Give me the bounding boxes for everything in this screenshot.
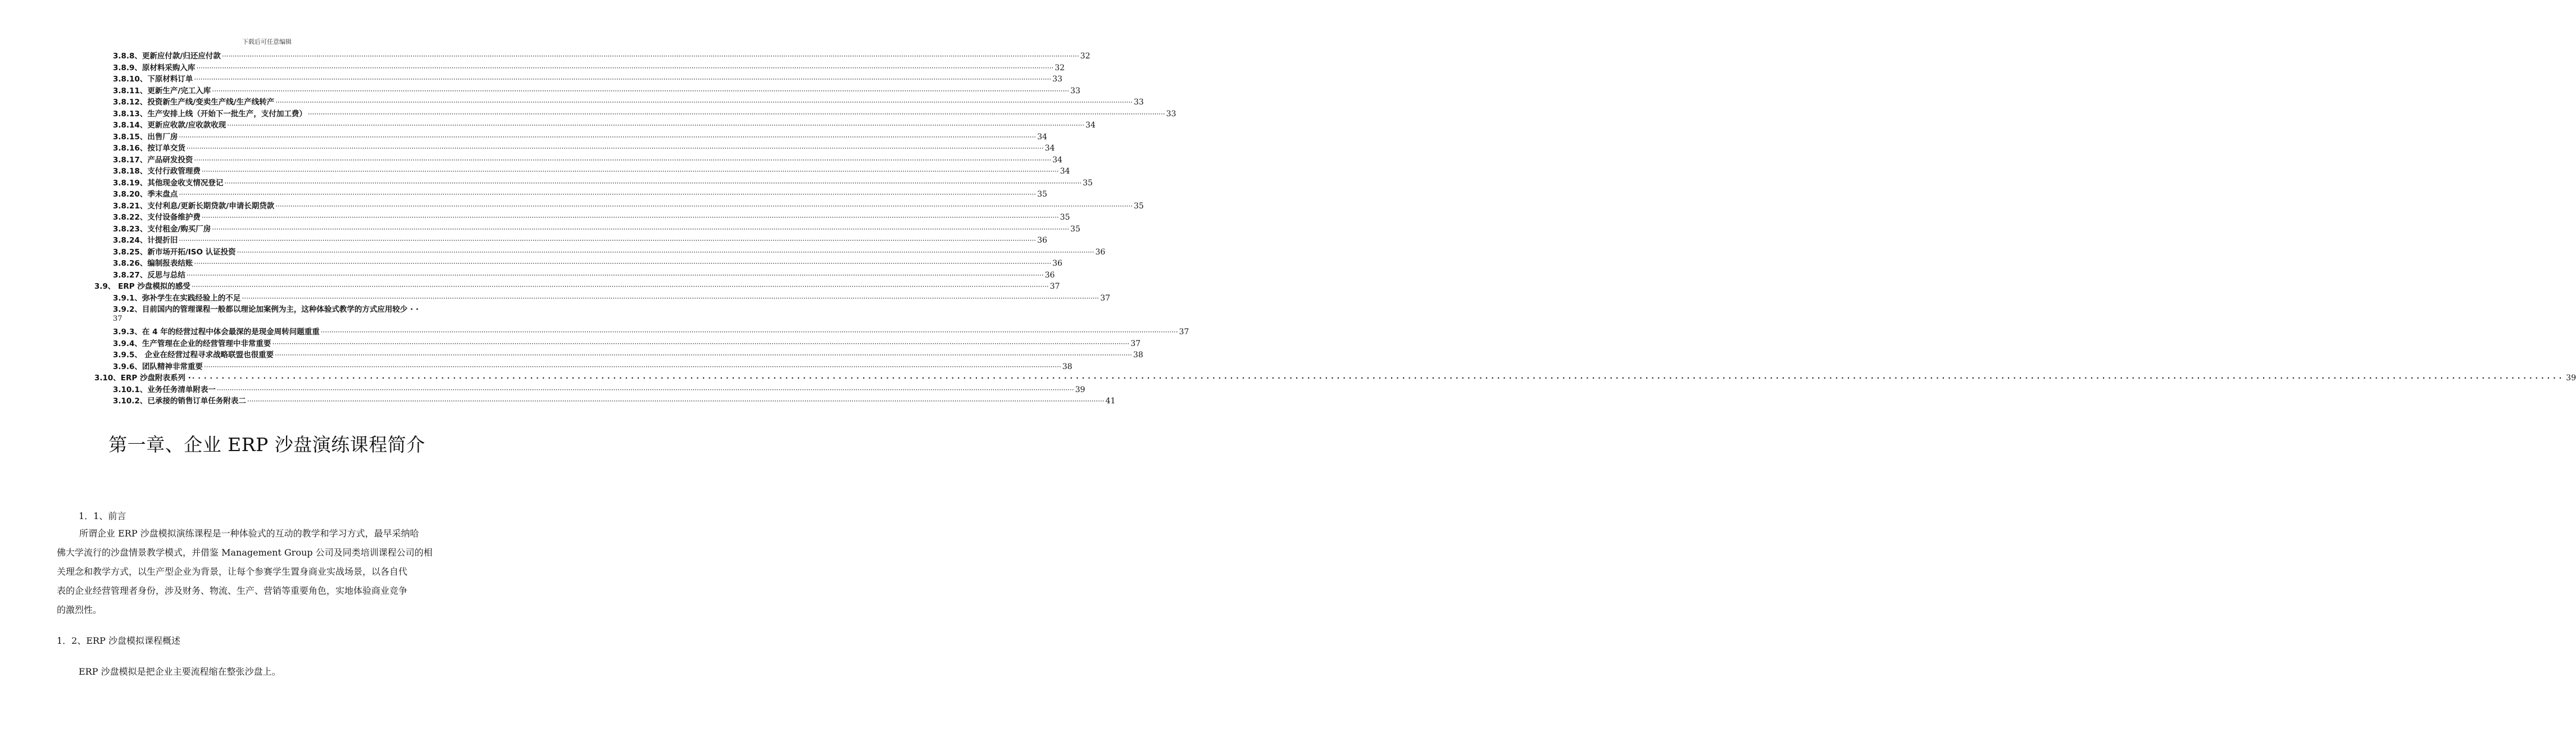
toc-leader-dots: ················································································································································································································································································································································································································ [194,156,1052,164]
toc-entry-page: 33 [1133,98,1144,107]
section-1-1-paragraph [57,524,484,620]
toc-entry[interactable] [113,211,1070,222]
toc-entry[interactable] [113,165,1070,176]
toc-leader-dots: ················································································································································································································································································································································································································ [186,271,1044,279]
toc-entry-page: 37 [113,315,122,323]
toc-entry-title: 3.8.24、计提折旧 [113,236,178,245]
toc-entry[interactable] [113,222,1080,234]
toc-entry-title: 3.9.2、目前国内的管理课程一般都以理论加案例为主，这种体验式教学的方式应用较少 · · [113,305,419,314]
toc-entry-title: 3.10.2、已承接的销售订单任务附表二 [113,397,246,406]
toc-leader-dots: ················································································································································································································································································································································································································ [221,52,1079,60]
toc-entry-page: 35 [1060,213,1070,222]
toc-entry-title: 3.8.13、生产安排上线（开始下一批生产，支付加工费） [113,109,307,119]
paragraph-line: 关理念和教学方式，以生产型企业为背景，让每个参赛学生置身商业实战场景，以各自代 [57,566,408,577]
toc-entry[interactable] [113,245,1106,257]
toc-entry-title: 3.9.3、在 4 年的经营过程中体会最深的是现金周转问题重重 [113,328,320,336]
toc-entry[interactable] [113,188,1047,199]
toc-leader-dots: ················································································································································································································································································································································································································ [194,75,1052,83]
toc-leader-dots: ················································································································································································································································································································································································································ [242,294,1100,302]
toc-entry-title: 3.8.23、支付租金/购买厂房 [113,224,211,234]
toc-entry[interactable] [113,360,1073,371]
toc-entry-page: 34 [1085,121,1096,130]
toc-entry-title: 3.8.18、支付行政管理费 [113,167,201,176]
toc-leader-dots: ················································································································································································································································································································································································································ [275,98,1133,106]
toc-leader-dots: ················································································································································································································································································································································································································ [196,63,1054,72]
toc-entry-page: 39 [1075,385,1085,394]
toc-leader-dots: ················································································································································································································································································································································································································ [212,225,1070,233]
toc-entry-title: 3.9.4、生产管理在企业的经营管理中非常重要 [113,339,271,348]
toc-leader-dots: ················································································································································································································································································································································································································ [320,328,1178,336]
toc-entry-page: 32 [1055,63,1065,72]
toc-entry-title: 3.10、ERP 沙盘附表系列 · [94,374,191,383]
toc-entry[interactable] [113,61,1065,72]
section-heading-1-2: 1．2、ERP 沙盘模拟课程概述 [57,635,180,646]
toc-leader-dots: ················································································································································································································································································································································································································ [272,339,1130,348]
toc-entry-page: 34 [1037,132,1047,142]
toc-leader-dots: ················································································································································································································································································································································································································ [224,179,1082,187]
toc-entry-title: 3.9.1、弥补学生在实践经验上的不足 [113,293,241,303]
header-note: 下载后可任意编辑 [242,38,292,46]
toc-leader-dots: ················································································································································································································································································································································································································ [179,190,1037,198]
section-1-2-paragraph: ERP 沙盘模拟是把企业主要流程缩在整张沙盘上。 [79,666,281,677]
toc-entry-page: 35 [1083,178,1093,188]
toc-entry-title: 3.10.1、业务任务清单附表一 [113,385,216,394]
paragraph-line: 佛大学流行的沙盘情景教学模式，并借鉴 Management Group 公司及同类培训课程公司的相 [57,547,433,558]
toc-entry-title: 3.8.20、季末盘点 [113,190,178,199]
paragraph-line: 表的企业经营管理者身份，涉及财务、物流、生产、营销等重要角色，实地体验商业竞争 [57,585,408,596]
paragraph-line: 所谓企业 ERP 沙盘模拟演练课程是一种体验式的互动的教学和学习方式，最早采纳哈 [79,528,419,539]
toc-entry[interactable] [113,199,1144,211]
toc-entry[interactable] [113,337,1141,348]
toc-entry-page: 37 [1100,293,1111,303]
paragraph-line: 的激烈性。 [57,604,102,615]
toc-entry[interactable] [94,371,2576,383]
toc-leader-dots: ················································································································································································································································································································································································································ [275,351,1132,359]
toc-leader-dots: ················································································································································································································································································································································································································ [227,121,1085,129]
toc-entry-page: 37 [1050,282,1060,291]
toc-entry-page: 35 [1133,201,1144,211]
toc-entry-page: 38 [1133,351,1143,360]
toc-entry[interactable] [113,95,1144,107]
toc-entry-page: 35 [1037,190,1047,199]
toc-leader-dots: ················································································································································································································································································································································································································ [203,362,1061,371]
toc-entry-page: 36 [1037,236,1047,245]
toc-entry-title: 3.8.11、更新生产/完工入库 [113,86,211,95]
toc-entry[interactable] [113,84,1080,95]
toc-entry[interactable] [113,176,1093,188]
toc-entry[interactable] [113,142,1055,153]
toc-entry-page: 36 [1052,259,1062,268]
toc-entry[interactable] [113,269,1055,280]
toc-entry-page: 32 [1080,52,1091,61]
toc-entry-title: 3.8.14、更新应收款/应收款收现 [113,121,226,130]
toc-entry-page: 34 [1044,144,1055,153]
toc-entry-page: 34 [1060,167,1070,176]
toc-leader-dots: ················································································································································································································································································································································································································ [179,236,1037,244]
toc-entry-page: 39 [2566,374,2576,383]
toc-entry-page: 33 [1052,75,1062,84]
toc-entry-title: 3.8.16、按订单交货 [113,144,185,153]
toc-entry-title: 3.8.12、投资新生产线/变卖生产线/生产线转产 [113,98,275,107]
toc-leader-dots: ················································································································································································································································································································································································································ [247,397,1105,405]
toc-entry-title: 3.8.21、支付利息/更新长期贷款/申请长期贷款 [113,201,275,211]
toc-entry-title: 3.9、 ERP 沙盘模拟的感受 [94,282,190,291]
toc-leader-dots: ················································································································································································································································································································································································································ [307,110,1165,118]
toc-leader-dots: ················································································································································································································································································································································································································ [179,133,1037,141]
toc-leader-dots: ················································································································································································································································································································································································································ [192,374,2565,382]
toc-entry-title: 3.9.6、团队精神非常重要 [113,362,203,371]
toc-entry-title: 3.8.19、其他现金收支情况登记 [113,178,224,188]
toc-entry[interactable] [113,394,1116,406]
toc-entry[interactable] [113,383,1085,394]
toc-entry-page: 36 [1044,270,1055,280]
toc-leader-dots: ················································································································································································································································································································································································································ [201,167,1059,175]
toc-entry[interactable] [113,292,1111,303]
toc-entry[interactable] [113,107,1176,119]
toc-entry-page: 36 [1095,247,1106,257]
chapter-title: 第一章、企业 ERP 沙盘演练课程简介 [108,434,425,456]
toc-entry-page: 38 [1062,362,1073,371]
toc-leader-dots: ················································································································································································································································································································································································································ [275,202,1133,210]
toc-entry-title: 3.8.22、支付设备维护费 [113,213,201,222]
toc-entry-page: 35 [1070,224,1080,234]
toc-entry-title: 3.8.9、原材料采购入库 [113,63,196,72]
toc-entry-page: 37 [1130,339,1141,348]
toc-leader-dots: ················································································································································································································································································································································································································ [212,87,1070,95]
toc-entry-page: 41 [1105,397,1116,406]
toc-entry[interactable] [113,257,1062,268]
toc-entry-title: 3.8.25、新市场开拓/ISO 认证投资 [113,247,236,257]
toc-entry-title: 3.8.26、编制报表结账 [113,259,193,268]
toc-entry-page: 37 [1179,328,1189,336]
toc-entry[interactable] [113,130,1047,142]
toc-entry-page: 33 [1070,86,1080,95]
toc-entry-page: 34 [1052,155,1062,165]
toc-entry[interactable] [113,72,1062,84]
toc-entry-title: 3.8.15、出售厂房 [113,132,178,142]
toc-entry[interactable] [94,280,1060,291]
section-heading-1-1: 1．1、前言 [79,511,126,521]
toc-leader-dots: ················································································································································································································································································································································································································ [237,248,1094,256]
toc-entry-title: 3.8.8、更新应付款/归还应付款 [113,52,221,61]
toc-entry-title: 3.8.17、产品研发投资 [113,155,193,165]
toc-entry-page: 33 [1166,109,1176,119]
toc-entry[interactable] [113,348,1143,360]
toc-leader-dots: ················································································································································································································································································································································································································ [194,260,1052,267]
toc-entry[interactable] [113,49,1091,61]
toc-leader-dots: ················································································································································································································································································································································································································ [186,144,1044,152]
toc-entry-title: 3.8.27、反思与总结 [113,270,185,280]
toc-leader-dots: ················································································································································································································································································································································································································ [216,385,1074,394]
toc-leader-dots: ················································································································································································································································································································································································································ [201,213,1059,221]
toc-leader-dots: ················································································································································································································································································································································································································ [191,283,1049,290]
toc-entry[interactable] [113,325,1189,336]
toc-entry-title: 3.8.10、下原材料订单 [113,75,193,84]
toc-entry[interactable] [113,119,1096,130]
toc-entry-title: 3.9.5、 企业在经营过程寻求战略联盟也很重要 [113,351,274,360]
toc-entry[interactable] [113,234,1047,245]
toc-entry[interactable] [113,153,1062,165]
toc-entry[interactable] [113,303,499,325]
